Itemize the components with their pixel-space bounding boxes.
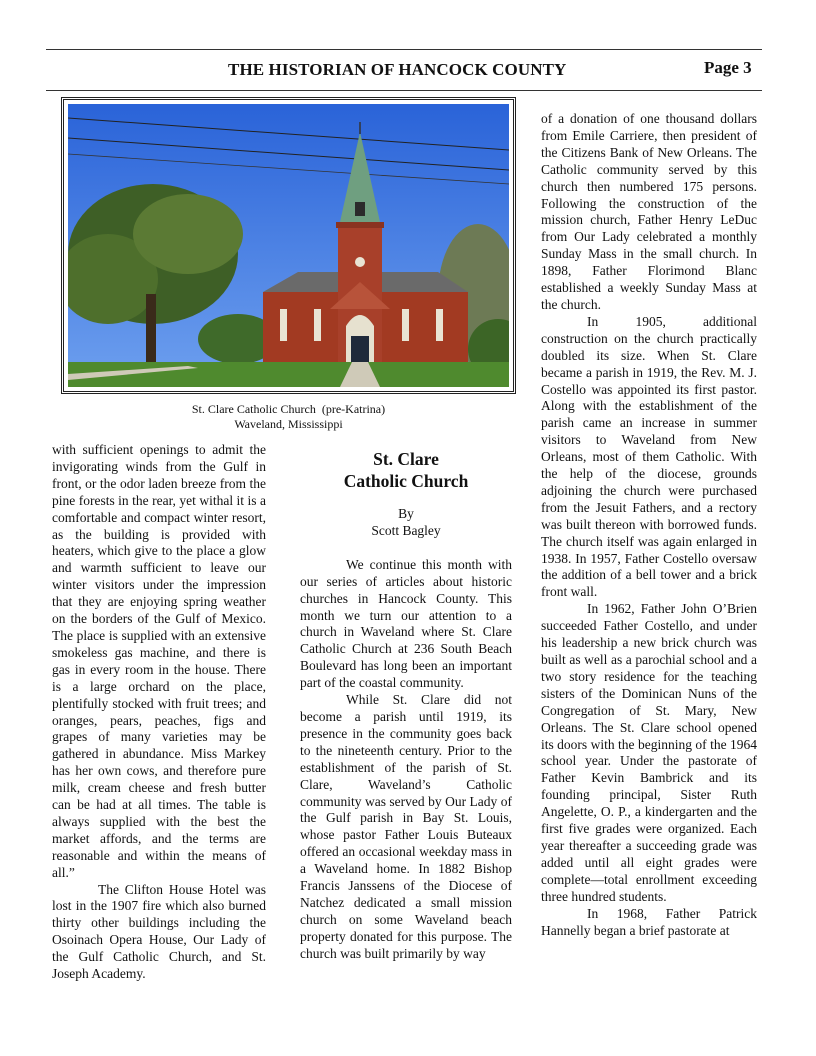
middle-paragraph-2: While St. Clare did not become a parish until 1919, its presence in the community goes back to the nineteenth century. Prior to the establishment of the parish of St. Clare, Waveland’s Catholic community was served by Our Lady of the Gulf parish in Bay St. Louis, whose pastor Father Louis Buteaux offered an occasional weekday mass in a Waveland home. In 1882 Bishop Francis Janssens of the Diocese of Natchez dedicated a small mission church on some Waveland beach property donated for this purpose. The church was built primarily by way (300, 692, 512, 961)
middle-paragraph-1: We continue this month with our series of articles about historic churches in Hancock County. This month we turn our attention to a church in Waveland where St. Clare Catholic Church at 236 South Beach Boulevard has long been an important part of the coastal community. (300, 556, 512, 691)
byline-author: Scott Bagley (371, 522, 441, 538)
church-photo-illustration (68, 104, 509, 387)
church-photo (68, 104, 509, 387)
right-paragraph-1: of a donation of one thousand dollars from Emile Carriere, then president of the Citizens Bank of New Orleans. The Catholic community served by this church then numbered 175 persons. Following the construction of the mission church, Father Henry LeDuc from Our Lady celebrated a monthly Sunday Mass in the small church. In 1898, Father Florimond Blanc established a weekly Sunday Mass at the church. (541, 111, 757, 312)
photo-caption-line-1: St. Clare Catholic Church (pre-Katrina) (191, 402, 386, 416)
article-title-line-2: Catholic Church (343, 471, 469, 491)
photo-caption-line-2: Waveland, Mississippi (234, 417, 343, 431)
left-paragraph-2: The Clifton House Hotel was lost in the 1907 fire which also burned thirty other buildings including the Osoinach Opera House, Our Lady of the Gulf Catholic Church, and St. Joseph Academy. (52, 881, 266, 982)
right-paragraph-2: In 1905, additional construction on the church practically doubled its size. When St. Clare became a parish in 1919, the Rev. M. J. Costello was appointed its first pastor. Along with the establishment of the parish came an increase in summer visitors to Waveland from New Orleans, most of them Catholic. With the help of the diocese, grounds adjoining the church were purchased from the Jesuit Fathers, and a rectory was built thereon with borrowed funds. The church itself was again enlarged in 1938. In 1957, Father Costello oversaw the addition of a bell tower and a brick front wall. (541, 313, 757, 600)
left-paragraph-1: with sufficient openings to admit the invigorating winds from the Gulf in front, or the odor laden breeze from the pine forests in the rear, yet withal it is a comfortable and compact winter resort, as the building is provided with heaters, which give to the place a glow and warmth sufficient to leave our winter visitors under the impression that they are enjoying spring weather on the borders of the Gulf of Mexico. The place is supplied with an extensive smokeless gas machine, and there is gas in every room in the house. There is a large orchard on the place, plentifully stocked with fruit trees; and oranges, pears, peaches, figs and grapes of many varieties may be gathered in abundance. Miss Markey has her own cows, and therefore pure milk, cream cheese and fresh butter can be had at all times. The table is always supplied with the best the market affords, and the terms are reasonable and within the means of all.” (52, 442, 266, 880)
byline-by: By (398, 506, 414, 521)
right-paragraph-3: In 1962, Father John O’Brien succeeded Father Costello, and under his leadership a new brick church was built as well as a parochial school and a two story residence for the teaching sisters of the Dominican Nuns of the Congregation of St. Mary, New Orleans. The St. Clare school opened its doors with the beginning of the 1964 school year. Under the pastorate of Father Kevin Bambrick and its founding principal, Sister Ruth Angelette, O. P., a kindergarten and the first five grades were organized. Each year thereafter a succeeding grade was added until all eight grades were complete—total enrollment exceeding three hundred students. (541, 601, 757, 904)
article-column-left (52, 442, 266, 983)
right-paragraph-4: In 1968, Father Patrick Hannelly began a brief pastorate at (541, 905, 757, 938)
photo-caption (61, 402, 516, 432)
header-bottom-rule (46, 90, 762, 91)
page-number: Page 3 (704, 58, 752, 77)
article-column-right (541, 111, 757, 939)
church-photo-frame (61, 97, 516, 394)
masthead-title: THE HISTORIAN OF HANCOCK COUNTY (228, 60, 567, 79)
article-column-middle (300, 448, 512, 963)
header-top-rule (46, 49, 762, 50)
article-title-line-1: St. Clare (373, 449, 439, 469)
